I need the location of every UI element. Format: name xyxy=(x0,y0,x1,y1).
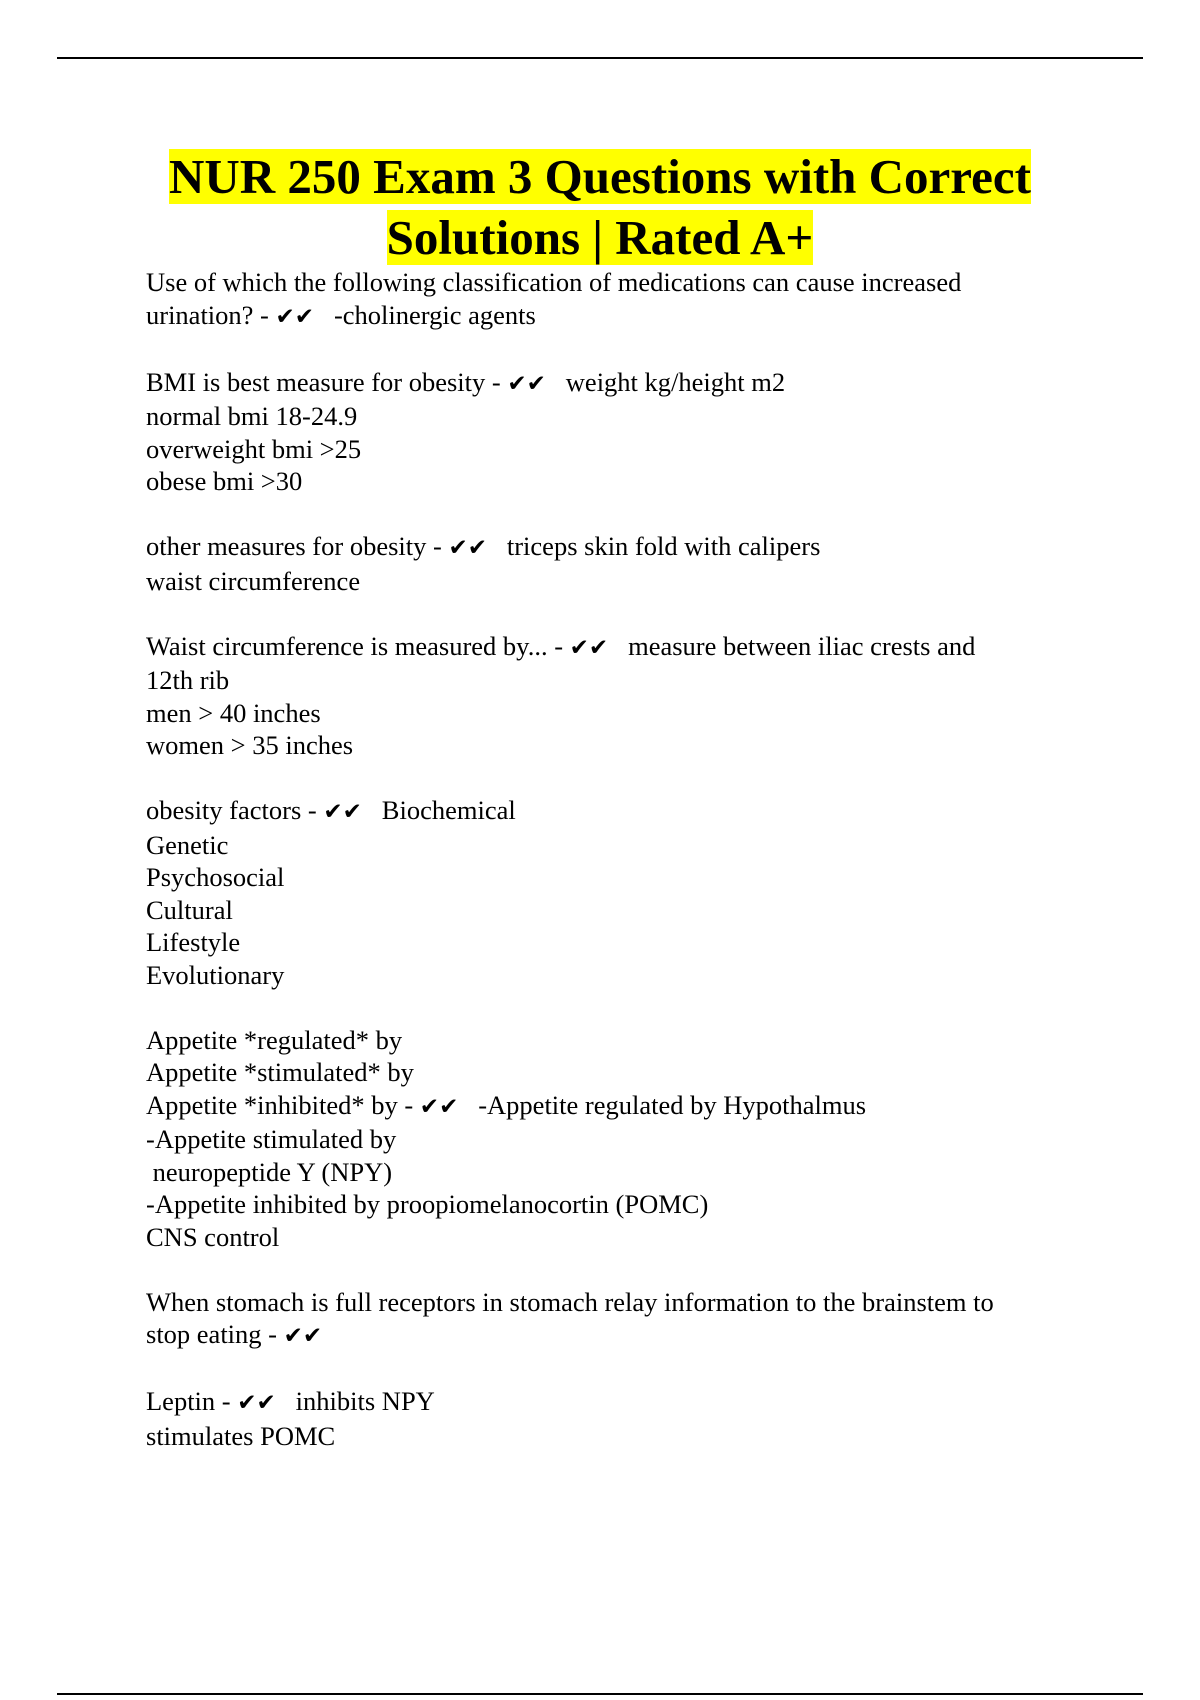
entry-line xyxy=(146,400,1076,433)
entry-text: -Appetite inhibited by proopiomelanocortin (POMC) xyxy=(146,1189,709,1219)
entry-line xyxy=(146,630,1076,665)
document-body xyxy=(146,266,1076,1485)
entry-line xyxy=(146,729,1076,762)
checkmark-icon: ✔✔ xyxy=(419,1093,459,1120)
entry-text: Waist circumference is measured by... - xyxy=(146,630,570,661)
entry-line xyxy=(146,1286,1076,1319)
entry-answer: triceps skin fold with calipers xyxy=(487,531,821,561)
entry-text: Appetite *stimulated* by xyxy=(146,1057,414,1087)
entry-line xyxy=(146,1188,1076,1221)
entry-line xyxy=(146,926,1076,959)
entry-text: obesity factors - xyxy=(146,795,324,825)
entry-line xyxy=(146,664,1076,697)
checkmark-icon: ✔✔ xyxy=(507,370,546,397)
entry-answer: weight kg/height m2 xyxy=(545,366,786,397)
entry-text: waist circumference xyxy=(146,565,361,596)
checkmark-icon: ✔✔ xyxy=(448,535,487,561)
entry-text: Lifestyle xyxy=(146,927,241,957)
entry-line xyxy=(146,1156,1076,1189)
qa-entry xyxy=(146,1024,1076,1254)
entry-line xyxy=(146,565,1076,598)
entry-line xyxy=(146,465,1076,498)
entry-text: -Appetite stimulated by xyxy=(146,1124,397,1154)
entry-line xyxy=(146,1089,1076,1124)
qa-entry xyxy=(146,530,1076,597)
entry-text: normal bmi 18-24.9 xyxy=(146,401,358,431)
entry-text: urination? - xyxy=(146,299,276,330)
checkmark-icon: ✔✔ xyxy=(283,1323,323,1349)
checkmark-icon: ✔✔ xyxy=(237,1390,276,1416)
entry-text: BMI is best measure for obesity - xyxy=(146,366,508,397)
entry-line xyxy=(146,299,1076,334)
qa-entry xyxy=(146,266,1076,333)
entry-line xyxy=(146,1123,1076,1156)
entry-text: 12th rib xyxy=(146,665,230,695)
entry-text: Evolutionary xyxy=(146,959,285,990)
qa-entry xyxy=(146,1286,1076,1353)
entry-line xyxy=(146,861,1076,894)
entry-answer: -cholinergic agents xyxy=(314,299,536,330)
title-line-2: Solutions | Rated A+ xyxy=(386,210,814,265)
entry-line xyxy=(146,1385,1076,1420)
entry-text: neuropeptide Y (NPY) xyxy=(146,1156,393,1187)
entry-text: CNS control xyxy=(146,1221,280,1252)
entry-answer: -Appetite regulated by Hypothalmus xyxy=(458,1089,867,1120)
checkmark-icon: ✔✔ xyxy=(323,799,362,825)
qa-entry xyxy=(146,366,1076,498)
entry-line xyxy=(146,794,1076,829)
entry-text: obese bmi >30 xyxy=(146,466,303,496)
entry-line xyxy=(146,697,1076,730)
entry-text: Use of which the following classification of medications can cause increased xyxy=(146,267,962,297)
entry-line xyxy=(146,894,1076,927)
checkmark-icon: ✔✔ xyxy=(569,634,609,661)
title-line-1: NUR 250 Exam 3 Questions with Correct xyxy=(169,149,1031,204)
entry-text: Genetic xyxy=(146,829,229,860)
entry-text: Leptin - xyxy=(146,1386,238,1416)
entry-line xyxy=(146,1221,1076,1254)
entry-text: Psychosocial xyxy=(146,862,285,892)
entry-text: women > 35 inches xyxy=(146,730,354,760)
entry-text: Appetite *inhibited* by - xyxy=(146,1089,420,1120)
entry-text: stop eating - xyxy=(146,1319,284,1349)
entry-text: Cultural xyxy=(146,894,233,925)
entry-line xyxy=(146,266,1076,299)
entry-line xyxy=(146,530,1076,565)
entry-line xyxy=(146,366,1076,401)
bottom-rule xyxy=(57,1693,1143,1695)
qa-entry xyxy=(146,794,1076,991)
checkmark-icon: ✔✔ xyxy=(275,303,315,330)
page-title xyxy=(100,146,1100,268)
entry-text: men > 40 inches xyxy=(146,697,321,728)
entry-line xyxy=(146,829,1076,862)
entry-text: overweight bmi >25 xyxy=(146,433,362,464)
entry-text: When stomach is full receptors in stomach relay information to the brainstem to xyxy=(146,1286,994,1317)
entry-answer: measure between iliac crests and xyxy=(608,630,976,661)
entry-line xyxy=(146,1056,1076,1089)
entry-answer: Biochemical xyxy=(361,795,516,825)
entry-line xyxy=(146,1420,1076,1453)
entry-line xyxy=(146,959,1076,992)
entry-answer: inhibits NPY xyxy=(275,1386,435,1416)
entry-text: other measures for obesity - xyxy=(146,531,449,561)
entry-line xyxy=(146,433,1076,466)
entry-text: Appetite *regulated* by xyxy=(146,1024,403,1055)
qa-entry xyxy=(146,630,1076,762)
entry-line xyxy=(146,1024,1076,1057)
qa-entry xyxy=(146,1385,1076,1452)
top-rule xyxy=(57,57,1143,59)
entry-line xyxy=(146,1318,1076,1353)
entry-text: stimulates POMC xyxy=(146,1420,336,1451)
